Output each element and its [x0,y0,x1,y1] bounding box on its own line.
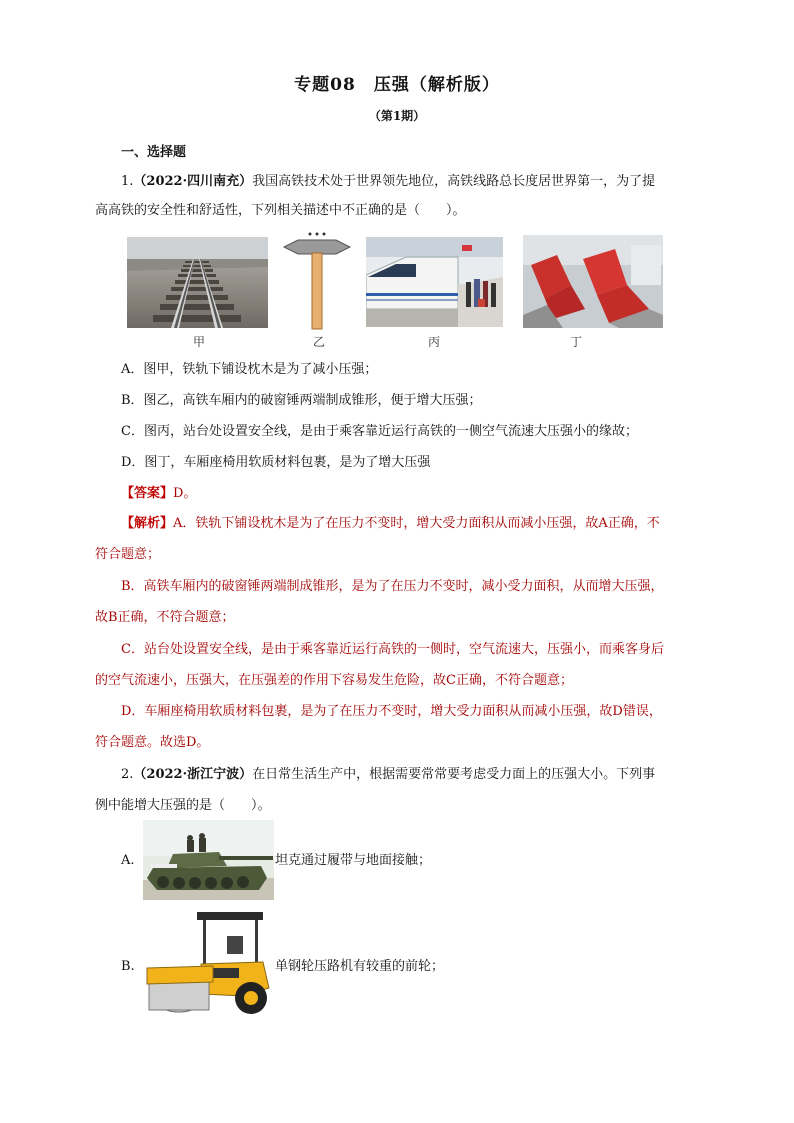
q1-stem-line2: 高高铁的安全性和舒适性，下列相关描述中不正确的是（ ）。 [95,203,466,218]
q2-stem-line1 [121,766,655,784]
q1-analysis-line2: 符合题意； [95,547,161,562]
q1-caption-bing: 丙 [428,335,441,349]
q2-stem-line2: 例中能增大压强的是（ ）。 [95,798,271,813]
q2-source: （2022·浙江宁波） [133,767,253,782]
q1-caption-yi: 乙 [313,335,326,349]
q1-image-train-seat [523,235,663,328]
q1-number: 1. [121,174,134,189]
q1-image-rail-track [127,237,268,328]
q1-analysis-line7: D．车厢座椅用软质材料包裹，是为了在压力不变时，增大受力面积从而减小压强，故D错误， [121,704,662,719]
q2-option-a-text: 坦克通过履带与地面接触； [275,853,432,868]
q2-image-tank [143,820,274,900]
answer-tag: 【答案】 [121,486,174,501]
q1-image-hammer [282,231,352,331]
q2-image-road-roller [143,908,273,1018]
q1-analysis-line3: B．高铁车厢内的破窗锤两端制成锥形，是为了在压力不变时，减小受力面积，从而增大压强， [121,579,664,594]
q1-stem-line1 [121,173,655,191]
q1-caption-jia: 甲 [193,335,206,349]
q1-answer [121,485,196,503]
q1-option-a: A．图甲，铁轨下铺设枕木是为了减小压强； [121,362,378,377]
page-title: 专题08 压强（解析版） [294,75,500,95]
q1-option-c: C．图丙，站台处设置安全线，是由于乘客靠近运行高铁的一侧空气流速大压强小的缘故； [121,424,638,439]
q2-number: 2. [121,767,134,782]
q2-stem-text1: 在日常生活生产中，根据需要常常要考虑受力面上的压强大小。下列事 [252,767,656,782]
q2-option-b-label: B. [121,959,135,974]
q1-caption-ding: 丁 [570,335,583,349]
q1-analysis-line5: C．站台处设置安全线，是由于乘客靠近运行高铁的一侧时，空气流速大，压强小，而乘客身后 [121,642,664,657]
answer-value: D。 [173,486,197,501]
q2-option-a-label: A. [121,853,135,868]
q1-image-train-platform [366,237,503,327]
analysis-tag: 【解析】 [121,516,174,531]
analysis-text1: A．铁轨下铺设枕木是为了在压力不变时，增大受力面积从而减小压强，故A正确，不 [173,516,660,531]
q1-analysis-line4: 故B正确，不符合题意； [95,610,235,625]
q1-analysis-line1 [121,515,660,533]
q2-option-b-text: 单钢轮压路机有较重的前轮； [275,959,445,974]
q1-option-d: D．图丁，车厢座椅用软质材料包裹，是为了增大压强 [121,455,431,470]
section-heading: 一、选择题 [121,145,187,160]
q1-stem-text1: 我国高铁技术处于世界领先地位，高铁线路总长度居世界第一，为了提 [252,174,656,189]
q1-analysis-line8: 符合题意。故选D。 [95,735,210,750]
q1-analysis-line6: 的空气流速小，压强大，在压强差的作用下容易发生危险，故C正确，不符合题意； [95,673,573,688]
q1-option-b: B．图乙，高铁车厢内的破窗锤两端制成锥形，便于增大压强； [121,393,482,408]
q1-source: （2022·四川南充） [133,174,253,189]
page-subtitle: （第1期） [368,109,426,123]
